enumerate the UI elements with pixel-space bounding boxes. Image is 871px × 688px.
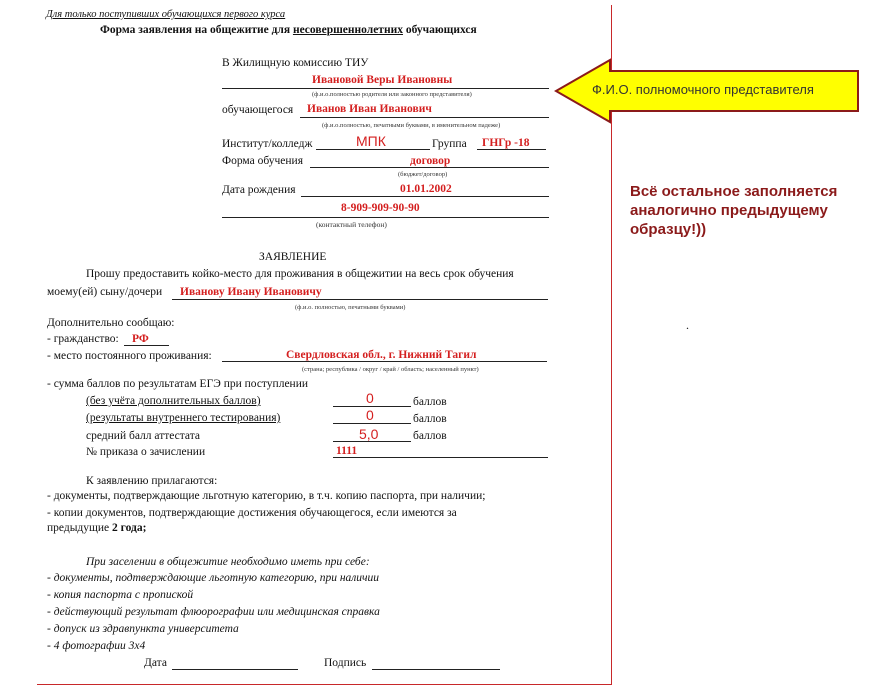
citizenship-label: - гражданство: <box>47 333 119 345</box>
group-label: Группа <box>432 138 467 150</box>
dorm-requirement-item: - 4 фотографии 3х4 <box>47 640 146 652</box>
group-value: ГНГр -18 <box>482 137 530 149</box>
citizenship-line <box>124 345 169 346</box>
avg-unit: баллов <box>413 430 447 442</box>
study-form-label: Форма обучения <box>222 155 303 167</box>
institute-label: Институт/колледж <box>222 138 313 150</box>
attachments-item-1: - документы, подтверждающие льготную категорию, в т.ч. копию паспорта, при наличии; <box>47 490 486 502</box>
child-name-line <box>172 299 548 300</box>
order-value: 1111 <box>336 445 358 457</box>
phone-value: 8-909-909-90-90 <box>341 202 420 214</box>
child-hint: (ф.и.о. полностью, печатными буквами) <box>295 304 406 311</box>
phone-hint: (контактный телефон) <box>316 220 387 229</box>
citizenship-value: РФ <box>132 333 149 345</box>
side-note: Всё остальное заполняется аналогично предыдущему образцу!)) <box>630 183 838 238</box>
date-line <box>172 669 298 670</box>
birth-label: Дата рождения <box>222 184 296 196</box>
group-line <box>477 149 546 150</box>
birth-value: 01.01.2002 <box>400 183 452 195</box>
study-form-value: договор <box>410 155 451 167</box>
order-line <box>333 457 548 458</box>
residence-label: - место постоянного проживания: <box>47 350 212 362</box>
date-label: Дата <box>144 657 167 669</box>
ege-no-extra-unit: баллов <box>413 396 447 408</box>
parent-name-line <box>222 88 549 89</box>
dorm-requirement-item: - копия паспорта с пропиской <box>47 589 194 601</box>
signature-label: Подпись <box>324 657 367 669</box>
avg-value: 5,0 <box>359 426 379 442</box>
child-name: Иванову Ивану Ивановичу <box>180 286 322 298</box>
ege-label: - сумма баллов по результатам ЕГЭ при поступлении <box>47 378 309 390</box>
study-form-hint: (бюджет/договор) <box>398 171 448 178</box>
order-label: № приказа о зачислении <box>86 446 206 458</box>
residence-line <box>222 361 547 362</box>
avg-line <box>333 441 411 442</box>
residence-value: Свердловская обл., г. Нижний Тагил <box>286 349 477 361</box>
dorm-requirement-item: - допуск из здравпункта университета <box>47 623 239 635</box>
dorm-requirement-item: - действующий результат флюорографии или медицинская справка <box>47 606 380 618</box>
dorm-requirements-title: При заселении в общежитие необходимо иметь при себе: <box>86 556 370 568</box>
statement-line1: Прошу предоставить койко-место для проживания в общежитии на весь срок обучения <box>86 268 514 280</box>
additional-label: Дополнительно сообщаю: <box>47 317 175 329</box>
phone-line <box>222 217 549 218</box>
signature-line <box>372 669 500 670</box>
residence-hint: (страна; республика / округ / край / область; населенный пункт) <box>302 366 479 373</box>
attachments-title: К заявлению прилагаются: <box>86 475 218 487</box>
child-label: моему(ей) сыну/дочери <box>47 286 163 298</box>
avg-label: средний балл аттестата <box>86 430 201 442</box>
stray-dot: . <box>686 318 689 332</box>
statement-title: ЗАЯВЛЕНИЕ <box>259 251 327 263</box>
ege-no-extra-value: 0 <box>366 390 374 406</box>
dorm-requirement-item: - документы, подтверждающие льготную категорию, при наличии <box>47 572 380 584</box>
callout-arrow-text: Ф.И.О. полномочного представителя <box>592 82 814 97</box>
student-label: обучающегося <box>222 104 294 116</box>
internal-tests-label: (результаты внутреннего тестирования) <box>86 412 281 424</box>
attachments-item-2-line1: - копии документов, подтверждающие достижения обучающегося, если имеются за <box>47 507 457 519</box>
parent-name: Ивановой Веры Ивановны <box>312 74 453 86</box>
internal-tests-line <box>333 423 411 424</box>
birth-line <box>301 196 549 197</box>
student-name: Иванов Иван Иванович <box>307 103 432 115</box>
institute-line <box>316 149 430 150</box>
institute-value: МПК <box>356 133 386 149</box>
attachments-item-2-line2: предыдущие 2 года; <box>47 522 147 534</box>
addressee-label: В Жилищную комиссию ТИУ <box>222 57 369 69</box>
student-name-line <box>300 117 549 118</box>
parent-hint: (ф.и.о.полностью родителя или законного представителя) <box>312 91 472 98</box>
form-title: Форма заявления на общежитие для несовершеннолетних обучающихся <box>100 24 477 36</box>
student-hint: (ф.и.о.полностью, печатными буквами, в именительном падеже) <box>322 122 501 129</box>
study-form-line <box>310 167 549 168</box>
internal-tests-value: 0 <box>366 407 374 423</box>
top-note: Для только поступивших обучающихся первого курса <box>46 9 286 20</box>
internal-tests-unit: баллов <box>413 413 447 425</box>
ege-no-extra-label: (без учёта дополнительных баллов) <box>86 395 261 407</box>
